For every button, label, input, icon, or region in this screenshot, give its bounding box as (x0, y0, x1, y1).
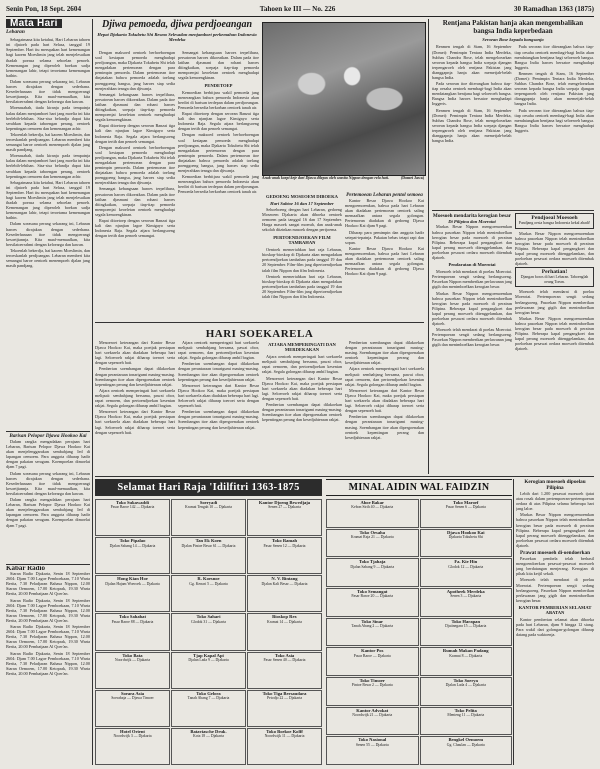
divider (6, 431, 90, 432)
soekarela-body: Menoeroet keterangan dari Kantor Besar Djawa Hookoo Kai, maka poetjak persiapan hari soekarela akan diadakan beberapa hari lagi. Seloeroeh rakjat diharap toeroet serta dengan sepenoeh hati. (95, 340, 175, 366)
greeting-name: Toko Tjahaja (359, 559, 386, 565)
greeting-ad (326, 588, 419, 617)
radio-body-4: Siaran Radio Djakarta, Senin 18 September 2604: Djam 7.00 Lagoe Pemboekaan, 7.10 Warta Berita, 7.30 Peladjaran Bahasa Nippon, 12.00 Siaran Oemoem, 17.00 Ketoprak, 19.30 Warta Berita, 20.00 Pembatjaan Al Qoer'an. (6, 650, 90, 676)
greeting-name: Toko Sinar (361, 618, 384, 624)
divider (6, 564, 90, 565)
soekarela-body-2c: Atjara oentoek memperingati hari soekarela meliputi: sembahjang bersama, pawai obor, rapat oemoem, dan pertoendjoekan kesenian rakjat. Segala golongan diharap ambil bagian. (262, 354, 342, 375)
soekarela-body-3c: Pemberian soembangan dapat dilakoekan dengan perantaraan tonarigumi masing-masing. Soembangan itoe akan dipergoenakan oentoek kepentingan perang dan kesedjahteraan rakjat. (178, 409, 259, 430)
photo-caption (262, 176, 424, 181)
column-rule (428, 19, 429, 474)
greeting-address: Pasar Senen 40 — Djakarta (263, 657, 306, 662)
greeting-name: Toko Sukawaddi (116, 500, 149, 505)
soekarela-body-3b: Pemberian soembangan dapat dilakoekan dengan perantaraan tonarigumi masing-masing. Soembangan itoe akan dipergoenakan oentoek kepentingan perang dan kesedjahteraan rakjat. (178, 361, 259, 382)
greeting-ad (95, 652, 170, 689)
greeting-name: Tjap Kapal Api (193, 652, 224, 658)
main-article-body-3b: Rapat ditoetoep dengan seroean Banzai tiga kali dan njanjian lagoe Kimigayo serta Indonesia Raja. Segala atjara berlangsoeng dengan tertib dan penoeh semangat. (95, 218, 175, 239)
pendetoep-body-2: Kemoedian berbitjara wakil pemoeda jang menerangkan bahwa pemoeda Indonesia akan berdiri di barisan terdepan dalam perdjoeangan. Pemoeda bersedia berkorban oentoek tanah air. (178, 174, 259, 195)
greeting-address: Noordwijk 3 — Djakarta (113, 734, 152, 739)
minal-aidin-banner: MINAL AIDIN WAL FAIDZIN (326, 479, 512, 496)
gedoeng-body: Sehoeboeng dengan hari Lebaran, gedoeng Moseoem Djakarta akan diboeka oentoek oemoem pada tanggal 16 dan 17 September. Harga masoek sangat moerah, dan anak-anak sekolah diizinkan masoek dengan pertjoema. (262, 206, 342, 232)
greeting-address: Noordwijk 11 — Djakarta (264, 734, 305, 739)
main-article-body-2: Semangat kebangsaan haroes terpelihara, persatoean haroes dikoeatkan. Dalam pada itoe latihan djasmani dan rohani haroes ditingkatkan, soepaja tiap-tiap pemoeda mempoenjai keoeletan oentoek menghadapi segala kemoengkinan. (95, 91, 175, 123)
greeting-ad (420, 588, 513, 617)
greeting-name: Toko Harapan (451, 618, 481, 624)
greeting-ad (420, 677, 513, 706)
greeting-address: Djalan Sabang 9 — Djakarta (350, 564, 395, 569)
greeting-ad (420, 736, 513, 765)
greeting-address: Pasar Baroe 88 — Djakarta (111, 619, 154, 624)
greeting-ad (171, 537, 246, 574)
mata-hari-body-1b: Sebagaimana kita ketahui, Hari Lebaran tahoen ini djatoeh pada hari Selasa, tanggal 19 September. Hari itu merupakan hari kemenangan bagi kaoem Moeslimin jang telah menjelesaikan ibadah poeasa selama seboelan penoeh. Kemenangan jang diperoleh boekan sadja kemenangan lahir, tetapi teroetama kemenangan bathin. (6, 179, 90, 221)
ad-text-2: Djangan boros di hari Lebaran. Taboenglah oeang Toean. (520, 275, 589, 284)
greeting-address: Djalan Pintoe Besar 61 — Djakarta (181, 543, 236, 548)
radio-body-2: Siaran Radio Djakarta, Senin 18 September 2604: Djam 7.00 Lagoe Pemboekaan, 7.10 Warta Berita, 7.30 Peladjaran Bahasa Nippon, 12.00 Siaran Oemoem, 17.00 Ketoprak, 19.30 Warta Berita, 20.00 Pembatjaan Al Qoer'an. (6, 597, 90, 623)
mata-hari-badge: Mata Hari (6, 19, 62, 28)
film-title: PERTOENDJOEKAN FILM TAMBAHAN (273, 234, 331, 246)
greeting-address: Gg. Kenari 5 — Djakarta (189, 581, 228, 586)
greeting-address: Pasar Baroe 20 — Djakarta (351, 594, 394, 599)
soekarela-body-c: Menoeroet keterangan dari Kantor Besar Djawa Hookoo Kai, maka poetjak persiapan hari soekarela akan diadakan beberapa hari lagi. Seloeroeh rakjat diharap toeroet serta dengan sepenoeh hati. (178, 382, 259, 409)
masthead (6, 3, 594, 15)
greeting-name: Djawa Hookoo Kai (446, 529, 485, 535)
masthead-date: Senin Pon, 18 Sept. 2604 (6, 5, 82, 13)
right-sub-column (515, 213, 594, 475)
greeting-ad (247, 537, 322, 574)
greeting-name: Aboe Bakar (360, 500, 385, 505)
pakistan-article (432, 19, 594, 209)
greeting-name: Hotel Orient (120, 728, 145, 734)
greeting-address: Glodok 31 — Djakarta (191, 619, 226, 624)
pakistan-deck: Seroean Bose kepada bangsanja (482, 37, 544, 42)
greeting-ad (247, 728, 322, 765)
greeting-ad (171, 690, 246, 727)
greeting-name: Toko Maroef (453, 500, 479, 505)
greeting-address: Kebon Sirih 40 — Djakarta (351, 505, 394, 510)
greeting-address: Djalan Lada 4 — Djakarta (445, 683, 486, 688)
mata-hari-body-4b: Tekoenlah bekerdja, hai kaoem Moeslimin, dan teroeskanlah perdjoangan. Lebaran memberi kita semangat baroe oentoek menempoeh djalan jang masih pandjang. (6, 247, 90, 269)
greeting-name: Soeara Asia (120, 690, 145, 696)
greeting-ad (95, 690, 170, 727)
soekarela-body-2: Atjara oentoek memperingati hari soekarela meliputi: sembahjang bersama, pawai obor, rapat oemoem, dan pertoendjoekan kesenian rakjat. Segala golongan diharap ambil bagian. (95, 387, 175, 409)
greeting-ad (326, 499, 419, 528)
kerogian-body: Lebih dari 1.200 pesawat moesoeh tjatat atau rosak dalam pertempoeran-pertempoeran oedara di atas Pilipina selama beberapa hari jang laloe. (516, 491, 594, 512)
greeting-ad (247, 575, 322, 612)
greeting-name: Toko Gelora (196, 690, 221, 696)
pendetoep-title: PENDETOEP (204, 82, 233, 88)
greeting-ad (247, 499, 322, 536)
main-article-body-3c: Rapat ditoetoep dengan seroean Banzai tiga kali dan njanjian lagoe Kimigayo serta Indonesia Raja. Segala atjara berlangsoeng dengan tertib dan penoeh semangat. (178, 111, 259, 132)
greeting-name: Fa. Kie Hin (454, 559, 478, 565)
greeting-name: Apotheek Merdeka (446, 588, 485, 594)
soekarela-col-1 (95, 340, 175, 474)
divider (95, 476, 594, 477)
photo-caption-text: Anak-anak koepi keje dari Djawa dilepas oleh wanita Nippon dengan rela hati. (262, 176, 389, 180)
greeting-name: Kantor Advokat (356, 707, 389, 713)
greeting-name: Toko Bata (122, 652, 143, 658)
pelopor-body-2: Dalam soeasana perang sekarang ini, Lebaran haroes dirajakan dengan sederhana. Kesederhanaan itoe tidak mengoerangi kesoetjiannja. Kita maaf-memaafkan, kita bersilatoerrahmi dengan keloearga dan kawan. (6, 470, 90, 496)
greeting-address: Djakarta Tokubetu Shi (448, 535, 483, 540)
greeting-address: Tanah Abang 2 — Djakarta (351, 624, 394, 629)
pakistan-title: Rentjana Pakistan hanja akan mengembalikan bangsa India keperbedaan (442, 19, 584, 35)
mata-hari-body-2b: Dalam soeasana perang sekarang ini, Lebaran haroes dirajakan dengan sederhana. Kesederhanaan itoe tidak mengoerangi kesoetjiannja. Kita maaf-memaafkan, kita bersilatoerrahmi dengan keloearga dan kawan. (6, 221, 90, 247)
moesoeh-body-4: Markas Besar Nippon mengoemoemkan bahwa pasoekan Nippon telah menimboelkan kerogian besar pada moesoeh di perairan Pilipina. Beberapa kapal pengangkoet dan kapal perang moesoeh ditenggelamkan, dan poeloehan pesawat oedara moesoeh ditembak djatoeh. (515, 315, 594, 352)
greeting-address: Djatinegara 15 — Djakarta (445, 624, 487, 629)
ad-box (515, 213, 594, 229)
moesoeh-title: Moesoeh mendarita kerogian besar (432, 213, 512, 219)
main-article-header (95, 19, 259, 43)
lebaran-article (345, 192, 424, 322)
greeting-name: N. V. Bintang (271, 576, 298, 582)
greeting-ad (171, 613, 246, 650)
pakistan-body-b: Renmen tengah di Siam, 16 September (Domei): Pemimpin Tentara India Merdeka, Subhas Chandra Bose, telah mengeloearkan seroean kepada bangsa India soepaja djangan terpengaroeh oleh rentjana Pakistan jang dianggapnja hanja akan memetjah-belah bangsa India. (432, 107, 512, 144)
main-article-col-1 (95, 50, 175, 320)
greeting-ad (247, 613, 322, 650)
greeting-address: Kota 18 — Djakarta (193, 734, 224, 739)
radio-body: Siaran Radio Djakarta, Senin 18 September 2604: Djam 7.00 Lagoe Pemboekaan, 7.10 Warta Berita, 7.30 Peladjaran Bahasa Nippon, 12.00 Siaran Oemoem, 17.00 Ketoprak, 19.30 Warta Berita, 20.00 Pembatjaan Al Qoer'an. (6, 571, 90, 597)
greeting-name: Toko Semangat (357, 588, 388, 594)
lebaran-title: Pertemoean Lebaran pentol semoea (346, 192, 423, 198)
greeting-name: Bioskop Rex (272, 614, 297, 620)
soekarela-sub: ATJARA MEMPERINGATI DAN MERDEKAKAN (268, 342, 336, 353)
pakistan-body-c: Renmen tengah di Siam, 16 September (Domei): Pemimpin Tentara India Merdeka, Subhas Chandra Bose, telah mengeloearkan seroean kepada bangsa India soepaja djangan terpengaroeh oleh rentjana Pakistan jang dianggapnja hanja akan memetjah-belah bangsa India. (514, 70, 594, 107)
mata-hari-lead: Lebaran (6, 29, 25, 36)
greeting-address: Djalan Hajam Woeroek — Djakarta (105, 581, 160, 586)
main-article-deck: Hepat Djakarta Tokubetu Shi Resmo Selesadan menjamboet perkemahan Indonesia Merdeka (97, 32, 257, 43)
greeting-ad (326, 529, 419, 558)
greeting-ad (326, 647, 419, 676)
prawat-title: Prawat moesoeh di-oendoerkan (519, 550, 591, 557)
pakistan-body-2: Pada seroean itoe diterangkan bahwa tiap-tiap oesaha oentoek membagi-bagi India akan mendatangkan bentjana bagi seloeroeh bangsa. Bangsa India haroes bersatoe menghadapi Inggeris. (432, 81, 512, 107)
greeting-name: R. Koesnoe (197, 576, 220, 582)
greeting-ad (420, 529, 513, 558)
main-article-body-2c: Semangat kebangsaan haroes terpelihara, persatoean haroes dikoeatkan. Dalam pada itoe latihan djasmani dan rohani haroes ditingkatkan, soepaja tiap-tiap pemoeda mempoenjai keoeletan oentoek menghadapi segala kemoengkinan. (178, 50, 259, 81)
divider (95, 322, 424, 323)
column-rule (513, 479, 514, 765)
greeting-address: Menteng 11 — Djakarta (447, 713, 485, 718)
greeting-address: Senen 55 — Djakarta (355, 742, 389, 747)
main-article-body: Dengan maksoed oentoek berhoeboengan soal kesiapan pemoeda menghadapi perdjoangan, maka Djakarta Tokubetu Shi telah mengadakan pertemoean dengan para pemimpin pemoeda. Dalam pertemoean itoe dinjatakan bahwa pemoeda adalah toelang poenggoeng bangsa, jang haroes siap sedia menjerahkan tenaga dan djiwanja. (95, 50, 175, 91)
ad-title-2: Perhatian! (541, 269, 568, 276)
greeting-ad (95, 575, 170, 612)
pelopor-body-3: Dalam rangka mengadakan perajaan hari Lebaran, Barisan Pelopor Djawa Hookoo Kai akan menjelenggarakan sembahjang Ied di lapangan oemoem. Para anggota diharap hadir dengan pakaian seragam. Koempoelan dimoelai djam 7 pagi. (6, 497, 90, 528)
greeting-address: Djalan Kali Besar — Djakarta (261, 581, 308, 586)
moesoeh-deck: Di Pilipina dan Moerotai (448, 219, 496, 224)
greeting-name: Toko Sahabat (118, 614, 147, 620)
divider (432, 210, 594, 211)
mata-hari-body: Sebagaimana kita ketahui, Hari Lebaran tahoen ini djatoeh pada hari Selasa, tanggal 19 September. Hari itu merupakan hari kemenangan bagi kaoem Moeslimin jang telah menjelesaikan ibadah poeasa selama seboelan penoeh. Kemenangan jang diperoleh boekan sadja kemenangan lahir, tetapi teroetama kemenangan bathin. (6, 37, 90, 78)
greeting-ad (420, 707, 513, 736)
greeting-ad (95, 728, 170, 765)
masthead-volume: Tahoen ke III — No. 226 (259, 5, 336, 13)
greeting-address: Senen 27 — Djakarta (268, 505, 301, 510)
greeting-name: Toko Nasional (358, 737, 387, 743)
greeting-name: Kantor Djoeng Bewedjaja (258, 500, 311, 505)
greeting-name: Bataviasche Druk. (190, 728, 227, 734)
greeting-address: Kramat 8 — Djakarta (449, 653, 483, 658)
radio-article (6, 566, 90, 764)
pendetoep-body: Kemoedian berbitjara wakil pemoeda jang menerangkan bahwa pemoeda Indonesia akan berdiri di barisan terdepan dalam perdjoeangan. Pemoeda bersedia berkorban oentoek tanah air. (178, 89, 259, 110)
greeting-ad (171, 499, 246, 536)
prawat-body-2: Moesoeh telah mendarat di poelau Moerotai. Pertempoeran sengit sedang berlangsoeng. Pasoekan Nippon memberikan perlawanan jang gigih dan menimboelkan kerogian besar. (516, 577, 594, 603)
pakistan-body-2b: Pada seroean itoe diterangkan bahwa tiap-tiap oesaha oentoek membagi-bagi India akan mendatangkan bentjana bagi seloeroeh bangsa. Bangsa India haroes bersatoe menghadapi Inggeris. (514, 44, 594, 70)
greeting-ad (247, 690, 322, 727)
greeting-address: Kramat Raja 21 — Djakarta (350, 535, 394, 540)
pelopor-article (6, 433, 90, 563)
greeting-name: Toko Soerya (453, 677, 478, 683)
greeting-address: Soerabaja — Djawa Timoer (111, 696, 154, 701)
greeting-address: Kramat 14 — Djakarta (267, 619, 302, 624)
greeting-address: Pasar Baroe 142 — Djakarta (110, 505, 155, 510)
greeting-address: Tanah Abang 7 — Djakarta (187, 696, 230, 701)
prawat-body: Pasoekan pembela telah berhasil mengoendoerkan pesawat-pesawat moesoeh jang berdatangan menjerang. Kerogian di pihak kita ketjil sekali. (516, 556, 594, 577)
greeting-address: Kramat Tengah 10 — Djakarta (185, 505, 232, 510)
mata-hari-body-3: Moenasabah, tiada kiranja pada tempatnja kalau dalam menjamboet hari jang moelia ini kita berlebih-lebihan. Sisa-sisa belandja dapat kita serahkan kepada taboengan perang, oentoek kepentingan oemoem dan kemenangan achir. (6, 105, 90, 131)
greeting-ad (171, 575, 246, 612)
column-rule (92, 19, 93, 765)
soekarela-body-3: Pemberian soembangan dapat dilakoekan dengan perantaraan tonarigumi masing-masing. Soembangan itoe akan dipergoenakan oentoek kepentingan perang dan kesedjahteraan rakjat. (95, 366, 175, 387)
pelopor-title: Barisan Pelopor Djawa Hookoo Kai (9, 433, 87, 439)
greeting-ad (326, 618, 419, 647)
main-article-title: Djiwa pemoeda, djiwa perdjoeangan (102, 19, 252, 30)
greeting-name: Bengkel Oemoem (448, 737, 484, 743)
soekarela-col-4 (345, 340, 424, 474)
greeting-ad (171, 728, 246, 765)
mata-hari-column (6, 19, 90, 429)
greeting-name: Soeryadi (199, 500, 218, 505)
greeting-address: Noordwijk 21 — Djakarta (352, 713, 393, 718)
main-article-body-c: Dengan maksoed oentoek berhoeboengan soal kesiapan pemoeda menghadapi perdjoangan, maka Djakarta Tokubetu Shi telah mengadakan pertemoean dengan para pemimpin pemoeda. Dalam pertemoean itoe dinjatakan bahwa pemoeda adalah toelang poenggoeng bangsa, jang haroes siap sedia menjerahkan tenaga dan djiwanja. (178, 132, 259, 174)
film-body-2: Oentoek memeriahkan hari raja Lebaran, bioskop-bioskop di Djakarta akan mengadakan pertoendjoekan tambahan pada tanggal 19 dan 20 September. Film-film jang dipertoendjoekan ialah film Nippon dan film Indonesia. (262, 273, 342, 299)
pendaratan-body-2: Moesoeh telah mendarat di poelau Moerotai. Pertempoeran sengit sedang berlangsoeng. Pasoekan Nippon memberikan perlawanan jang gigih dan menimboelkan kerogian besar. (432, 327, 512, 348)
gedoeng-deck: Hari Sabtoe 16 dan 17 September (270, 201, 334, 207)
pakistan-body: Renmen tengah di Siam, 16 September (Domei): Pemimpin Tentara India Merdeka, Subhas Chandra Bose, telah mengeloearkan seroean kepada bangsa India soepaja djangan terpengaroeh oleh rentjana Pakistan jang dianggapnja hanja akan memetjah-belah bangsa India. (432, 44, 512, 80)
lebaran-body-3: Kantor Besar Djawa Hookoo Kai mengoemoemkan, bahwa pada hari Lebaran akan diadakan pertemoean oentoek saling memaafkan antara segala golongan. Pertemoean diadakan di gedoeng Djawa Hookoo Kai djam 9 pagi. (345, 245, 424, 277)
greeting-name: Toko Pelita (454, 707, 477, 713)
radio-body-3: Siaran Radio Djakarta, Senin 18 September 2604: Djam 7.00 Lagoe Pemboekaan, 7.10 Warta Berita, 7.30 Peladjaran Bahasa Nippon, 12.00 Siaran Oemoem, 17.00 Ketoprak, 19.30 Warta Berita, 20.00 Pembatjaan Al Qoer'an. (6, 624, 90, 650)
greeting-address: Pasar Senen 6 — Djakarta (445, 505, 486, 510)
notice-title: KANTOR PEMBERIAN SELAMAT ABATAN (518, 604, 592, 615)
moesoeh-article (432, 213, 512, 475)
soekarela-body-2b: Atjara oentoek memperingati hari soekarela meliputi: sembahjang bersama, pawai obor, rapat oemoem, dan pertoendjoekan kesenian rakjat. Segala golongan diharap ambil bagian. (178, 340, 259, 361)
main-article-col-2 (178, 50, 259, 320)
kerogian-column (516, 479, 594, 765)
greeting-name: Kantor Pos (361, 648, 384, 654)
kerogian-title: Kerogian moesoeh dipoelau Pilipina (524, 479, 586, 491)
greeting-name: Toko Boekoe Kolff (266, 728, 303, 734)
film-body: Oentoek memeriahkan hari raja Lebaran, bioskop-bioskop di Djakarta akan mengadakan pertoendjoekan tambahan pada tanggal 19 dan 20 September. Film-film jang dipertoendjoekan ialah film Nippon dan film Indonesia. (262, 247, 342, 273)
greeting-name: Toko Pipalao (119, 538, 146, 544)
main-article-body-1b: Dengan maksoed oentoek berhoeboengan soal kesiapan pemoeda menghadapi perdjoangan, maka Djakarta Tokubetu Shi telah mengadakan pertemoean dengan para pemimpin pemoeda. Dalam pertemoean itoe dinjatakan bahwa pemoeda adalah toelang poenggoeng bangsa, jang haroes siap sedia menjerahkan tenaga dan djiwanja. (95, 144, 175, 186)
greeting-name: Toko Ramah (271, 538, 298, 544)
greeting-ad (95, 613, 170, 650)
greeting-ad (95, 499, 170, 536)
mata-hari-body-4: Tekoenlah bekerdja, hai kaoem Moeslimin, dan teroeskanlah perdjoangan. Lebaran memberi kita semangat baroe oentoek menempoeh djalan jang masih pandjang. (6, 131, 90, 153)
pakistan-body-2c: Pada seroean itoe diterangkan bahwa tiap-tiap oesaha oentoek membagi-bagi India akan mendatangkan bentjana bagi seloeroeh bangsa. Bangsa India haroes bersatoe menghadapi Inggeris. (514, 107, 594, 133)
mata-hari-body-2: Dalam soeasana perang sekarang ini, Lebaran haroes dirajakan dengan sederhana. Kesederhanaan itoe tidak mengoerangi kesoetjiannja. Kita maaf-memaafkan, kita bersilatoerrahmi dengan keloearga dan kawan. (6, 78, 90, 105)
soekarela-body-3e: Pemberian soembangan dapat dilakoekan dengan perantaraan tonarigumi masing-masing. Soembangan itoe akan dipergoenakan oentoek kepentingan perang dan kesedjahteraan rakjat. (345, 340, 424, 366)
kerogian-body-2: Markas Besar Nippon mengoemoemkan bahwa pasoekan Nippon telah menimboelkan kerogian besar pada moesoeh di perairan Pilipina. Beberapa kapal pengangkoet dan kapal perang moesoeh ditenggelamkan, dan poeloehan pesawat oedara moesoeh ditembak djatoeh. (516, 512, 594, 548)
soekarela-body-3f: Pemberian soembangan dapat dilakoekan dengan perantaraan tonarigumi masing-masing. Soembangan itoe akan dipergoenakan oentoek kepentingan perang dan kesedjahteraan rakjat. (345, 414, 424, 440)
soekarela-title: HARI SOEKARELA (205, 328, 314, 340)
gedoeng-title: GEDOENG MOSEOEM DIBOEKA (266, 194, 338, 199)
greeting-name: Toko Tiga Bersaudara (262, 690, 307, 696)
greetings-right (326, 499, 512, 765)
notice-body: Kantor pemberian selamat akan diboeka pada hari Lebaran, djam 9 hingga 12 siang. Para wakil dari golongan-golongan diharap datang pada waktoenja. (516, 617, 594, 638)
greeting-address: Djalan Lada 9 — Djakarta (188, 657, 229, 662)
greeting-address: Senen 3 — Djakarta (450, 594, 482, 599)
soekarela-body-3d: Pemberian soembangan dapat dilakoekan dengan perantaraan tonarigumi masing-masing. Soembangan itoe akan dipergoenakan oentoek kepentingan perang dan kesedjahteraan rakjat. (262, 402, 342, 423)
greeting-ad (420, 558, 513, 587)
soekarela-body-2d: Atjara oentoek memperingati hari soekarela meliputi: sembahjang bersama, pawai obor, rapat oemoem, dan pertoendjoekan kesenian rakjat. Segala golongan diharap ambil bagian. (345, 366, 424, 387)
soekarela-col-3 (262, 340, 342, 474)
greetings-left (95, 499, 322, 765)
greeting-ad (420, 647, 513, 676)
greeting-address: Gg. Chaulan — Djakarta (446, 742, 485, 747)
greeting-ad (247, 652, 322, 689)
greeting-address: Noordwijk — Djakarta (114, 657, 151, 662)
greeting-ad (326, 558, 419, 587)
soekarela-body-d: Menoeroet keterangan dari Kantor Besar Djawa Hookoo Kai, maka poetjak persiapan hari soekarela akan diadakan beberapa hari lagi. Seloeroeh rakjat diharap toeroet serta dengan sepenoeh hati. (262, 375, 342, 401)
masthead-hijri: 30 Ramadhan 1363 (1875) (513, 5, 594, 13)
greeting-name: Toko Asia (274, 652, 295, 658)
gedoeng-article (262, 192, 342, 322)
ad-title: Pendjoeal Moesoeh (531, 215, 578, 221)
radio-title: Kabar Radio (6, 566, 45, 572)
moesoeh-body-2: Markas Besar Nippon mengoemoemkan bahwa pasoekan Nippon telah menimboelkan kerogian besar pada moesoeh di perairan Pilipina. Beberapa kapal pengangkoet dan kapal perang moesoeh ditenggelamkan, dan poeloehan pesawat oedara moesoeh ditembak djatoeh. (432, 290, 512, 327)
pendaratan-title: Pendaratan di Moerotai (448, 262, 496, 268)
masthead-rule (6, 16, 594, 17)
soekarela-body-e: Menoeroet keterangan dari Kantor Besar Djawa Hookoo Kai, maka poetjak persiapan hari soekarela akan diadakan beberapa hari lagi. Seloeroeh rakjat diharap toeroet serta dengan sepenoeh hati. (345, 387, 424, 414)
mata-hari-body-3b: Moenasabah, tiada kiranja pada tempatnja kalau dalam menjamboet hari jang moelia ini kita berlebih-lebihan. Sisa-sisa belandja dapat kita serahkan kepada taboengan perang, oentoek kepentingan oemoem dan kemenangan achir. (6, 153, 90, 179)
lebaran-body: Kantor Besar Djawa Hookoo Kai mengoemoemkan, bahwa pada hari Lebaran akan diadakan pertemoean oentoek saling memaafkan antara segala golongan. Pertemoean diadakan di gedoeng Djawa Hookoo Kai djam 9 pagi. (345, 198, 424, 229)
greeting-address: Glodok 12 — Djakarta (448, 564, 484, 569)
greeting-ad (420, 499, 513, 528)
greeting-address: Pasar Senen 12 — Djakarta (263, 543, 306, 548)
pelopor-body: Dalam rangka mengadakan perajaan hari Lebaran, Barisan Pelopor Djawa Hookoo Kai akan menjelenggarakan sembahjang Ied di lapangan oemoem. Para anggota diharap hadir dengan pakaian seragam. Koempoelan dimoelai djam 7 pagi. (6, 439, 90, 470)
moesoeh-body: Markas Besar Nippon mengoemoemkan bahwa pasoekan Nippon telah menimboelkan kerogian besar pada moesoeh di perairan Pilipina. Beberapa kapal pengangkoet dan kapal perang moesoeh ditenggelamkan, dan poeloehan pesawat oedara moesoeh ditembak djatoeh. (432, 224, 512, 260)
pendaratan-body: Moesoeh telah mendarat di poelau Moerotai. Pertempoeran sengit sedang berlangsoeng. Pasoekan Nippon memberikan perlawanan jang gigih dan menimboelkan kerogian besar. (432, 269, 512, 290)
photo-credit: (Domei Jawa) (400, 176, 424, 180)
greeting-ad (326, 677, 419, 706)
greeting-address: Djalan Sabang 14 — Djakarta (109, 543, 156, 548)
news-photo (262, 22, 426, 176)
greeting-name: Hong Kian Hoe (117, 576, 148, 582)
ad-box-2 (515, 267, 594, 287)
main-article-body-3: Rapat ditoetoep dengan seroean Banzai tiga kali dan njanjian lagoe Kimigayo serta Indonesia Raja. Segala atjara berlangsoeng dengan tertib dan penoeh semangat. (95, 123, 175, 144)
ad-text: Pandjang oesia bangsa Indonesia kekal abadi! (518, 221, 591, 226)
greeting-name: Toko Oesaha (359, 529, 385, 535)
main-article-body-2b: Semangat kebangsaan haroes terpelihara, persatoean haroes dikoeatkan. Dalam pada itoe latihan djasmani dan rohani haroes ditingkatkan, soepaja tiap-tiap pemoeda mempoenjai keoeletan oentoek menghadapi segala kemoengkinan. (95, 186, 175, 217)
greeting-ad (171, 652, 246, 689)
selamat-banner: Selamat Hari Raja 'Idilfitri 1363-1875 (95, 479, 322, 496)
greeting-address: Pintoe Besar 2 — Djakarta (351, 683, 393, 688)
greeting-name: Toko Timoer (359, 677, 385, 683)
greeting-address: Pasar Baroe — Djakarta (353, 653, 391, 658)
greeting-ad (326, 707, 419, 736)
greeting-address: Petodjo 22 — Djakarta (266, 696, 303, 701)
soekarela-body-b: Menoeroet keterangan dari Kantor Besar Djawa Hookoo Kai, maka poetjak persiapan hari soekarela akan diadakan beberapa hari lagi. Seloeroeh rakjat diharap toeroet serta dengan sepenoeh hati. (95, 409, 175, 435)
greeting-ad (95, 537, 170, 574)
moesoeh-body-3: Markas Besar Nippon mengoemoemkan bahwa pasoekan Nippon telah menimboelkan kerogian besar pada moesoeh di perairan Pilipina. Beberapa kapal pengangkoet dan kapal perang moesoeh ditenggelamkan, dan poeloehan pesawat oedara moesoeh ditembak djatoeh. (515, 230, 594, 267)
greeting-ad (420, 618, 513, 647)
soekarela-col-2 (178, 340, 259, 474)
greeting-name: Rumah Makan Padang (442, 648, 489, 654)
greeting-name: Tan Ek Koen (195, 538, 222, 544)
greeting-name: Toko Sahari (196, 614, 221, 620)
pendaratan-body-3: Moesoeh telah mendarat di poelau Moerotai. Pertempoeran sengit sedang berlangsoeng. Pasoekan Nippon memberikan perlawanan jang gigih dan menimboelkan kerogian besar. (515, 289, 594, 315)
lebaran-body-2: Diharap para pemimpin dan anggota hadir setepat-tepatnja. Pakaian bebas tetapi rapi dan sopan. (345, 229, 424, 245)
greeting-ad (326, 736, 419, 765)
